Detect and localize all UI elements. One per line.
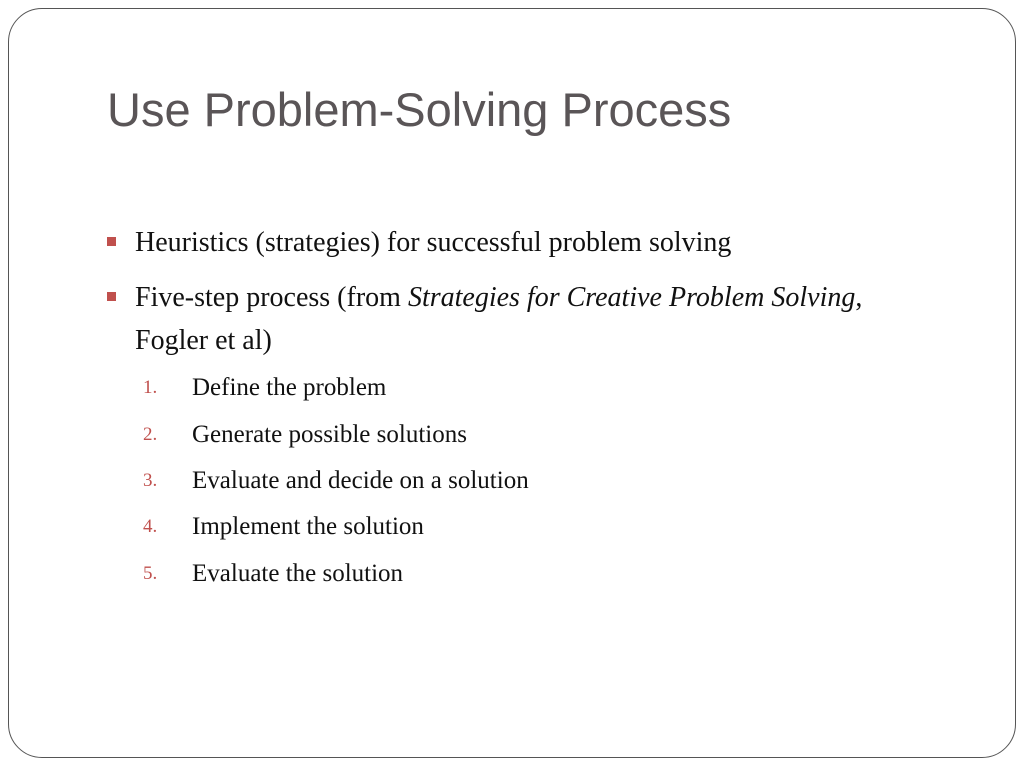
bullet-text-plain: Five-step process (from — [135, 282, 408, 313]
step-number: 3. — [143, 470, 158, 491]
step-number: 1. — [143, 377, 158, 398]
book-title: Strategies for Creative Problem Solving — [407, 282, 856, 313]
step-number: 5. — [143, 563, 158, 584]
step-text: Define the problem — [192, 374, 387, 401]
bullet-text-line2: Fogler et al) — [135, 325, 272, 356]
step-text: Evaluate and decide on a solution — [192, 467, 529, 494]
bullet-text-comma: , — [855, 282, 863, 313]
bullet-text-line1 — [135, 275, 955, 320]
step-text: Generate possible solutions — [192, 421, 467, 448]
step-number: 2. — [143, 424, 158, 445]
step-text: Evaluate the solution — [192, 560, 404, 587]
bullet-text: Heuristics (strategies) for successful problem solving — [135, 227, 732, 258]
square-bullet-icon — [107, 292, 116, 301]
square-bullet-icon — [107, 237, 116, 246]
step-text: Implement the solution — [192, 513, 424, 540]
slide-title: Use Problem-Solving Process — [107, 83, 732, 136]
step-number: 4. — [143, 516, 158, 537]
